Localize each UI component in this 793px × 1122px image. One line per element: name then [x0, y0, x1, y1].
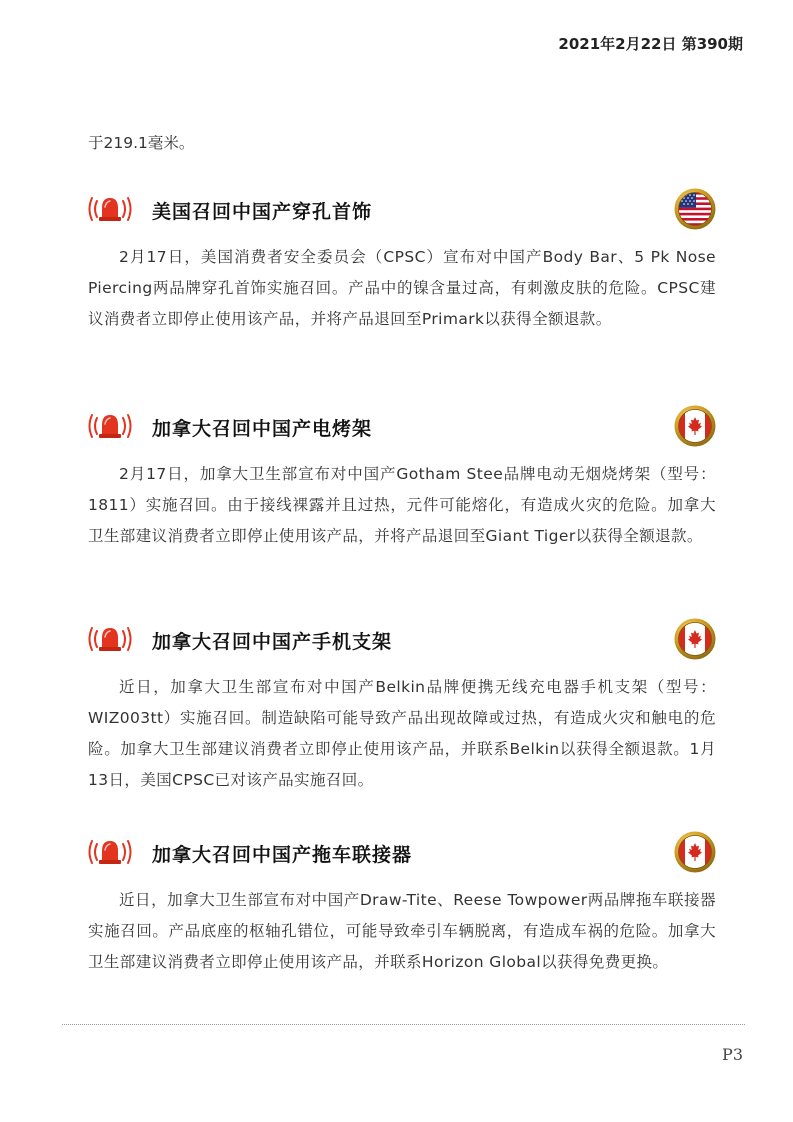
page-number: P3 [722, 1045, 743, 1064]
issue-date: 2021年2月22日 第390期 [558, 35, 743, 53]
section-body: 近日，加拿大卫生部宣布对中国产Belkin品牌便携无线充电器手机支架（型号：WIZ003tt）实施召回。制造缺陷可能导致产品出现故障或过热，有造成火灾和触电的危险。加拿大卫生部建议消费者立即停止使用该产品，并联系Belkin以获得全额退款。1月13日，美国CPSC已对该产品实施召回。 [88, 678, 716, 789]
continued-text: 于219.1毫米。 [88, 134, 195, 152]
recall-section-ca-grill [88, 405, 716, 552]
recall-section-us-jewelry [88, 188, 716, 335]
canada-flag-icon [674, 618, 716, 660]
section-title: 加拿大召回中国产拖车联接器 [152, 844, 413, 866]
section-title: 美国召回中国产穿孔首饰 [152, 201, 373, 223]
section-title: 加拿大召回中国产手机支架 [152, 631, 393, 653]
us-flag-icon [674, 188, 716, 230]
recall-section-ca-phone-stand [88, 618, 716, 796]
section-body: 2月17日，美国消费者安全委员会（CPSC）宣布对中国产Body Bar、5 Pk Nose Piercing两品牌穿孔首饰实施召回。产品中的镍含量过高，有刺激皮肤的危险。CPSC建议消费者立即停止使用该产品，并将产品退回至Primark以获得全额退款。 [88, 248, 716, 328]
alarm-bell-icon [88, 837, 132, 867]
section-body: 近日，加拿大卫生部宣布对中国产Draw-Tite、Reese Towpower两品牌拖车联接器实施召回。产品底座的枢轴孔错位，可能导致牵引车辆脱离，有造成车祸的危险。加拿大卫生部建议消费者立即停止使用该产品，并联系Horizon Global以获得免费更换。 [88, 891, 716, 971]
section-body: 2月17日，加拿大卫生部宣布对中国产Gotham Stee品牌电动无烟烧烤架（型号：1811）实施召回。由于接线裸露并且过热，元件可能熔化，有造成火灾的危险。加拿大卫生部建议消费者立即停止使用该产品，并将产品退回至Giant Tiger以获得全额退款。 [88, 465, 716, 545]
section-title: 加拿大召回中国产电烤架 [152, 418, 373, 440]
section-header [88, 188, 716, 232]
section-header [88, 831, 716, 875]
canada-flag-icon [674, 405, 716, 447]
recall-section-ca-hitch [88, 831, 716, 978]
section-header [88, 618, 716, 662]
alarm-bell-icon [88, 624, 132, 654]
footer-divider [62, 1024, 745, 1025]
section-header [88, 405, 716, 449]
alarm-bell-icon [88, 411, 132, 441]
alarm-bell-icon [88, 194, 132, 224]
canada-flag-icon [674, 831, 716, 873]
